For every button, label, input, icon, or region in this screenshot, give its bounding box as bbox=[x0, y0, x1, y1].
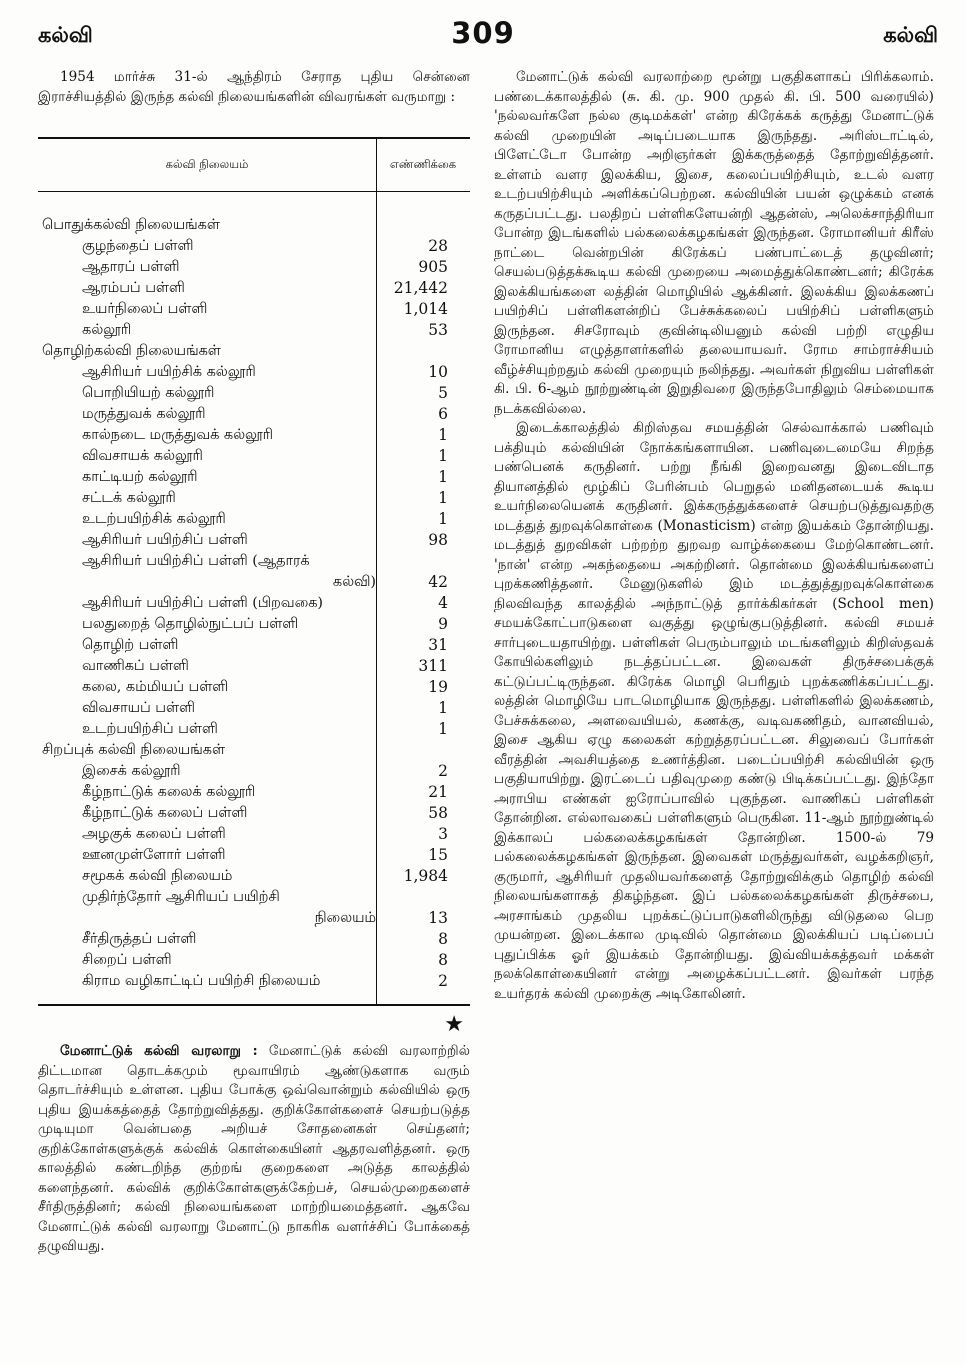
table-cell-institution: ஆரம்பப் பள்ளி bbox=[82, 280, 185, 296]
table-cell-institution: கல்லூரி bbox=[82, 322, 132, 338]
table-cell-institution: பொறியியற் கல்லூரி bbox=[82, 385, 215, 401]
table-cell-count: 19 bbox=[428, 678, 448, 696]
table-cell-count: 13 bbox=[428, 909, 448, 927]
table-cell-institution: குழந்தைப் பள்ளி bbox=[82, 238, 194, 254]
table-cell-institution: கீழ்நாட்டுக் கலைப் பள்ளி bbox=[82, 805, 248, 821]
table-cell-count bbox=[420, 551, 470, 572]
table-row bbox=[38, 866, 470, 887]
table-section-row bbox=[38, 341, 470, 362]
table-row bbox=[38, 509, 470, 530]
table-row bbox=[38, 593, 470, 614]
star-ornament: ★ bbox=[444, 1012, 464, 1037]
table-row bbox=[38, 782, 470, 803]
table-header-count: எண்ணிக்கை bbox=[389, 157, 457, 171]
table-cell-institution: இசைக் கல்லூரி bbox=[82, 763, 181, 779]
table-cell-count: 8 bbox=[438, 951, 448, 969]
table-cell-count: 3 bbox=[438, 825, 448, 843]
table-row bbox=[38, 950, 470, 971]
running-header-right: கல்வி bbox=[883, 22, 938, 47]
table-cell-count: 1 bbox=[438, 720, 448, 738]
table-cell-institution: உயர்நிலைப் பள்ளி bbox=[82, 301, 208, 317]
section-heading: மேனாட்டுக் கல்வி வரலாறு : bbox=[60, 1043, 258, 1059]
table-row bbox=[38, 320, 470, 341]
table-cell-count bbox=[420, 887, 470, 908]
table-row bbox=[38, 362, 470, 383]
table-cell-institution: விவசாயப் பள்ளி bbox=[82, 700, 195, 716]
table-cell-institution: உடற்பயிற்சிப் பள்ளி bbox=[82, 721, 218, 737]
table-cell-institution: கால்நடை மருத்துவக் கல்லூரி bbox=[82, 427, 273, 443]
institutions-table bbox=[38, 137, 470, 1006]
table-cell-institution: சிறப்புக் கல்வி நிலையங்கள் bbox=[42, 742, 225, 758]
table-row bbox=[38, 572, 470, 593]
table-cell-count: 1,014 bbox=[403, 300, 448, 318]
table-cell-institution: தொழிற்கல்வி நிலையங்கள் bbox=[42, 343, 221, 359]
table-cell-count: 905 bbox=[418, 258, 448, 276]
table-cell-count: 8 bbox=[438, 930, 448, 948]
table-cell-count: 4 bbox=[438, 594, 448, 612]
table-cell-count: 28 bbox=[428, 237, 448, 255]
table-row bbox=[38, 887, 470, 908]
table-cell-institution: விவசாயக் கல்லூரி bbox=[82, 448, 203, 464]
left-column bbox=[38, 68, 470, 1257]
table-cell-institution: ஆசிரியர் பயிற்சிக் கல்லூரி bbox=[82, 364, 256, 380]
table-row bbox=[38, 908, 470, 929]
table-row bbox=[38, 467, 470, 488]
table-body bbox=[38, 192, 470, 1004]
table-row bbox=[38, 551, 470, 572]
table-row bbox=[38, 677, 470, 698]
table-cell-count: 10 bbox=[428, 363, 448, 381]
table-row bbox=[38, 236, 470, 257]
table-row bbox=[38, 614, 470, 635]
table-row bbox=[38, 530, 470, 551]
table-cell-count: 31 bbox=[428, 636, 448, 654]
table-cell-institution: சட்டக் கல்லூரி bbox=[82, 490, 176, 506]
table-cell-institution: கல்வி) bbox=[332, 574, 376, 590]
table-header-institution: கல்வி நிலையம் bbox=[165, 157, 249, 171]
menattu-history-paragraph bbox=[38, 1042, 470, 1257]
table-cell-institution: பலதுறைத் தொழில்நுட்பப் பள்ளி bbox=[82, 616, 299, 632]
table-cell-count: 2 bbox=[438, 972, 448, 990]
table-cell-count: 1 bbox=[438, 510, 448, 528]
table-cell-institution: கிராம வழிகாட்டிப் பயிற்சி நிலையம் bbox=[82, 973, 321, 989]
table-row bbox=[38, 656, 470, 677]
table-cell-count: 1 bbox=[438, 426, 448, 444]
right-column bbox=[494, 68, 934, 1004]
table-cell-institution: வாணிகப் பள்ளி bbox=[82, 658, 189, 674]
table-row bbox=[38, 404, 470, 425]
table-cell-institution: உடற்பயிற்சிக் கல்லூரி bbox=[82, 511, 226, 527]
table-row bbox=[38, 488, 470, 509]
table-section-row bbox=[38, 215, 470, 236]
table-row bbox=[38, 845, 470, 866]
table-cell-institution: மருத்துவக் கல்லூரி bbox=[82, 406, 206, 422]
table-cell-institution: ஊனமுள்ளோர் பள்ளி bbox=[82, 847, 226, 863]
table-cell-count bbox=[380, 341, 470, 362]
table-cell-count: 42 bbox=[428, 573, 448, 591]
table-cell-institution: நிலையம் bbox=[314, 910, 376, 926]
page-number: 309 bbox=[451, 16, 515, 50]
table-row bbox=[38, 383, 470, 404]
table-row bbox=[38, 278, 470, 299]
running-header-left: கல்வி bbox=[38, 22, 93, 47]
paragraph-medieval-period: இடைக்காலத்தில் கிறிஸ்தவ சமயத்தின் செல்வாக்கால் பணிவும் பக்தியும் கல்வியின் நோக்கங்களாயின. பணிவுடைமையே சிறந்த பண்பெனக் கருதினர். பற்று நீங்கி இறைவனது இடைவிடாத தியானத்தில் மூழ்கிப் பேரின்பம் பெறுதல் மனிதனடையக் கூடிய உயர்நிலையெனக் கருதினர். இக்கருத்துக்களைச் செயற்படுத்துவதற்கு மடத்துத் துறவுக்கொள்கை (Monasticism) என்ற இயக்கம் தோன்றியது. மடத்துத் துறவிகள் பற்றற்ற துறவற வாழ்க்கையை மேற்கொண்டனர். 'நான்' என்ற அகந்தையை அகற்றினர். தொன்மை இலக்கியங்களைப் புறக்கணித்தனர். மேனுடுகளில் இம் மடத்துத்துறவுக்கொள்கை நிலவிவந்த காலத்தில் அந்நாட்டுத் தார்க்கிகர்கள் (School men) சமயக்கோட்பாடுகளை வகுத்து ஒழுங்குபடுத்தினர். கல்வி சமயச் சார்புடையதாயிற்று. பள்ளிகள் பெரும்பாலும் மடங்களிலும் கிறிஸ்தவக் கோயில்களிலும் நடத்தப்பட்டன. இவைகள் திருச்சபைக்குக் கட்டுப்பட்டிருந்தன. கிரேக்க மொழி பெரிதும் புறக்கணிக்கப்பட்டது. லத்தின் மொழியே பாடமொழியாக இருந்தது. பள்ளிகளில் இலக்கணம், பேச்சுக்கலை, அளவையியல், கணக்கு, வடிவகணிதம், வானவியல், இசை ஆகிய ஏழு கலைகள் கற்றுத்தரப்பட்டன. சிலுவைப் போர்கள் வீரத்தின் அவசியத்தை உணர்த்தின. படைப்பயிற்சி கல்வியின் ஒரு பகுதியாயிற்று. இரட்டைப் பதிவுமுறை கண்டு பிடிக்கப்பட்டது. இந்தோ அராபிய எண்கள் ஐரோப்பாவில் புகுந்தன. வாணிகப் பள்ளிகள் தோன்றின. எல்லாவகைப் பள்ளிகளும் பெருகின. 11-ஆம் நூற்றுண்டில் இக்காலப் பல்கலைக்கழகங்கள் தோன்றின. 1500-ல் 79 பல்கலைக்கழகங்கள் இருந்தன. இவைகள் மருத்துவர்கள், வழக்கறிஞர், குருமார், ஆசிரியர் முதலியவர்களைத் தோற்றுவிக்கும் தொழிற் கல்வி நிலையங்களாகத் திகழ்ந்தன. இப் பல்கலைக்கழகங்கள் திருச்சபை, அரசாங்கம் முதலிய புறக்கட்டுப்பாடுகளிலிருந்து விடுதலை பெற முயன்றன. இடைக்கால முடிவில் தொன்மை இலக்கியப் படிப்பைப் புதுப்பிக்க ஓர் இயக்கம் தோன்றியது. இவ்வியக்கத்தவர் மக்கள் நலக்கொள்கையினர் என்று அழைக்கப்பட்டனர். இவர்கள் பரந்த உயர்தரக் கல்வி முறைக்கு அடிகோலினர். bbox=[494, 420, 934, 1002]
table-cell-institution: ஆதாரப் பள்ளி bbox=[82, 259, 180, 275]
table-cell-count: 53 bbox=[428, 321, 448, 339]
table-cell-institution: சமூகக் கல்வி நிலையம் bbox=[82, 868, 233, 884]
table-cell-count: 15 bbox=[428, 846, 448, 864]
table-cell-count: 9 bbox=[438, 615, 448, 633]
table-cell-count: 2 bbox=[438, 762, 448, 780]
table-cell-count: 58 bbox=[428, 804, 448, 822]
table-cell-institution: தொழிற் பள்ளி bbox=[82, 637, 179, 653]
table-cell-count: 1 bbox=[438, 489, 448, 507]
table-cell-institution: கீழ்நாட்டுக் கலைக் கல்லூரி bbox=[82, 784, 256, 800]
table-cell-institution: முதிர்ந்தோர் ஆசிரியப் பயிற்சி bbox=[82, 889, 280, 905]
table-row bbox=[38, 929, 470, 950]
table-row bbox=[38, 971, 470, 992]
table-cell-count: 21 bbox=[428, 783, 448, 801]
section-body: மேனாட்டுக் கல்வி வரலாற்றில் திட்டமான தொடக்கமும் மூவாயிரம் ஆண்டுகளாக வரும் தொடர்ச்சியும் உள்ளன. புதிய போக்கு ஒவ்வொன்றும் கல்வியில் ஒரு புதிய இயக்கத்தைத் தோற்றுவித்தது. குறிக்கோள்களைச் செயற்படுத்த முடியுமா வென்பதை அறியச் சோதனைகள் செய்தனர்; குறிக்கோள்களுக்குக் கல்விக் கொள்கையினர் ஆதரவளித்தனர். ஒரு காலத்தில் கண்டறிந்த குற்றங் குறைகளை அடுத்த காலத்தில் களைந்தனர். கல்விக் குறிக்கோள்களுக்கேற்பச், செயல்முறைகளைச் சீர்திருத்தினர்; கல்வி நிலையங்களை மாற்றியமைத்தனர். ஆகவே மேனாட்டுக் கல்வி வரலாறு மேனாட்டு நாகரிக வளர்ச்சிப் போக்கைத் தழுவியது. bbox=[38, 1043, 470, 1254]
table-row bbox=[38, 698, 470, 719]
table-cell-institution: ஆசிரியர் பயிற்சிப் பள்ளி bbox=[82, 532, 248, 548]
table-cell-count: 98 bbox=[428, 531, 448, 549]
table-cell-institution: சிறைப் பள்ளி bbox=[82, 952, 172, 968]
table-cell-count bbox=[380, 215, 470, 236]
table-section-row bbox=[38, 740, 470, 761]
table-cell-institution: பொதுக்கல்வி நிலையங்கள் bbox=[42, 217, 220, 233]
table-cell-count: 1,984 bbox=[403, 867, 448, 885]
table-row bbox=[38, 446, 470, 467]
table-cell-count: 5 bbox=[438, 384, 448, 402]
table-row bbox=[38, 761, 470, 782]
table-row bbox=[38, 635, 470, 656]
table-cell-institution: ஆசிரியர் பயிற்சிப் பள்ளி (ஆதாரக் bbox=[82, 553, 310, 569]
table-cell-count: 6 bbox=[438, 405, 448, 423]
table-cell-count: 21,442 bbox=[393, 279, 448, 297]
table-cell-institution: அழகுக் கலைப் பள்ளி bbox=[82, 826, 226, 842]
table-row bbox=[38, 803, 470, 824]
table-cell-count: 311 bbox=[418, 657, 448, 675]
table-cell-institution: சீர்திருத்தப் பள்ளி bbox=[82, 931, 197, 947]
table-row bbox=[38, 719, 470, 740]
table-cell-institution: கலை, கம்மியப் பள்ளி bbox=[82, 679, 229, 695]
table-cell-count bbox=[380, 740, 470, 761]
table-row bbox=[38, 299, 470, 320]
table-header bbox=[38, 139, 470, 192]
table-cell-count: 1 bbox=[438, 699, 448, 717]
table-cell-count: 1 bbox=[438, 468, 448, 486]
table-cell-count: 1 bbox=[438, 447, 448, 465]
table-row bbox=[38, 425, 470, 446]
table-row bbox=[38, 257, 470, 278]
table-row bbox=[38, 824, 470, 845]
paragraph-ancient-period: மேனாட்டுக் கல்வி வரலாற்றை மூன்று பகுதிகளாகப் பிரிக்கலாம். பண்டைக்காலத்தில் (சு. கி. மு. 900 முதல் கி. பி. 500 வரையில்) 'நல்லவர்களே நல்ல குடிமக்கள்' என்ற கிரேக்கக் கருத்து மேனாட்டுக் கல்வி முறையின் அடிப்படையாக இருந்தது. அரிஸ்டாட்டில், பிளேட்டோ போன்ற அறிஞர்கள் இக்கருத்தைத் தோற்றுவித்தனர். உள்ளம் வளர இலக்கிய, இசை, கலைப்பயிற்சியும், உடல் வளர உடற்பயிற்சியும் அளிக்கப்பெற்றன. கல்வியின் பயன் ஒழுக்கம் எனக் கருதப்பட்டது. பலதிறப் பள்ளிகளேயன்றி ஆதன்ஸ், அலெக்சாந்திரியா போன்ற இடங்களில் பல்கலைக்கழகங்கள் இருந்தன. ரோமானியர் கிரீஸ் நாட்டை வென்றபின் கிரேக்கப் பண்பாட்டைத் தழுவினர்; செயல்படுத்தக்கூடிய கல்வி முறையை அமைத்துக்கொண்டனர்; கிரேக்க இலக்கியங்களை லத்தின் மொழியில் ஆக்கினர். இலக்கிய இலக்கணப் பயிற்சிப் பள்ளிகளன்றிப் பேச்சுக்கலைப் பயிற்சிப் பள்ளிகளும் இருந்தன. சிசரோவும் குவின்டிலியனும் கல்வி பற்றி எழுதிய ரோமானிய எழுத்தாளர்களில் தலையாயவர். ரோம சாம்ராச்சியம் வீழ்ச்சியுற்றதும் கல்வி முறையும் நலிந்தது. அவர்கள் நிறுவிய பள்ளிகள் கி. பி. 6-ஆம் நூற்றுண்டின் இறுதிவரை இருந்தபோதிலும் செம்மையாக நடக்கவில்லை. bbox=[494, 69, 934, 417]
table-cell-institution: காட்டியற் கல்லூரி bbox=[82, 469, 198, 485]
table-cell-institution: ஆசிரியர் பயிற்சிப் பள்ளி (பிறவகை) bbox=[82, 595, 324, 611]
table-column-divider bbox=[376, 139, 377, 1004]
intro-paragraph: 1954 மார்ச்சு 31-ல் ஆந்திரம் சேராத புதிய சென்னை இராச்சியத்தில் இருந்த கல்வி நிலையங்களின் விவரங்கள் வருமாறு : bbox=[38, 69, 470, 105]
